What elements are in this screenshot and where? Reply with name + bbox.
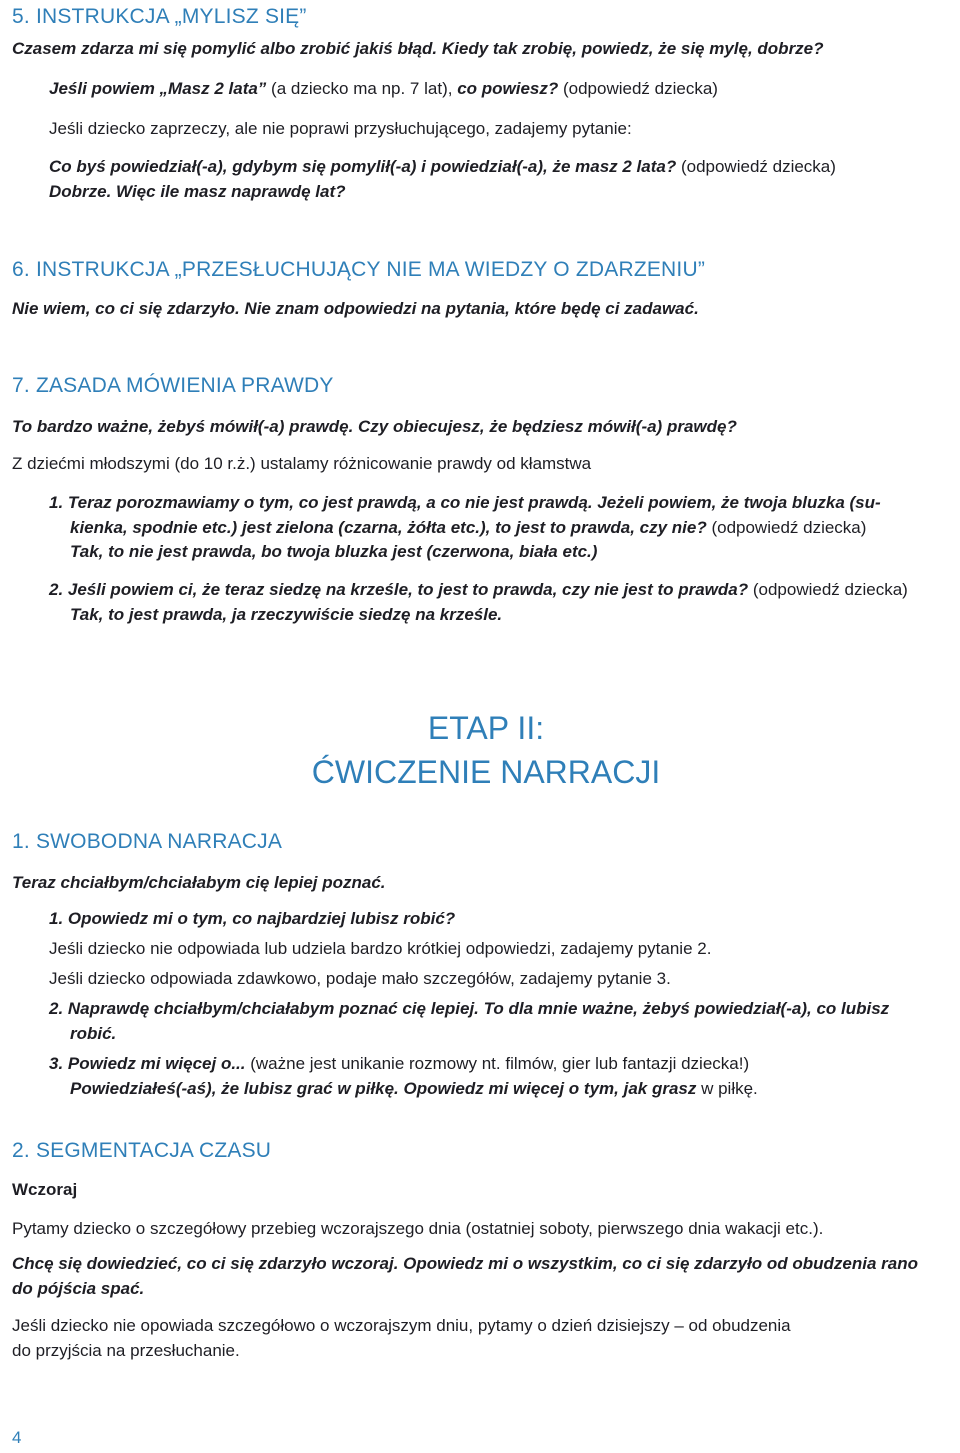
s5-l4b: (odpowiedź dziecka)	[676, 157, 836, 176]
s7-item-2-line-2: Tak, to jest prawda, ja rzeczywiście siedzę na krześle.	[70, 605, 503, 624]
s7-item-1-line-1: 1. Teraz porozmawiamy o tym, co jest prawdą, a co nie jest prawdą. Jeżeli powiem, że twoja bluzka (su-	[49, 493, 881, 512]
n1-question-1-note-1: Jeśli dziecko nie odpowiada lub udziela bardzo krótkiej odpowiedzi, zadajemy pytanie 2.	[49, 939, 712, 958]
s7-item-1-line-3: Tak, to nie jest prawda, bo twoja bluzka jest (czerwona, biała etc.)	[70, 542, 598, 561]
section-5-heading: 5. INSTRUKCJA „MYLISZ SIĘ”	[12, 5, 307, 28]
s5-line-5: Dobrze. Więc ile masz naprawdę lat?	[49, 182, 346, 201]
page-number: 4	[12, 1428, 22, 1447]
n2-line-3a: Jeśli dziecko nie opowiada szczegółowo o wczorajszym dniu, pytamy o dzień dzisiejszy – od obudzenia	[12, 1316, 791, 1335]
n1-question-3-line-1	[12, 1051, 749, 1076]
s7-i2a: 2. Jeśli powiem ci, że teraz siedzę na krześle, to jest to prawda, czy nie jest to prawda?	[49, 580, 749, 599]
n1-question-1: 1. Opowiedz mi o tym, co najbardziej lubisz robić?	[49, 909, 456, 928]
n1-q3c: Powiedziałeś(-aś), że lubisz grać w piłkę. Opowiedz mi więcej o tym, jak grasz	[70, 1079, 697, 1098]
n1-question-2-line-2: robić.	[70, 1024, 117, 1043]
s5-l4a: Co byś powiedział(-a), gdybym się pomylił(-a) i powiedział(-a), że masz 2 lata?	[49, 157, 677, 176]
n1-q3b: (ważne jest unikanie rozmowy nt. filmów, gier lub fantazji dziecka!)	[245, 1054, 750, 1073]
s5-l2c: co powiesz?	[457, 79, 559, 98]
s7-line-2: Z dziećmi młodszymi (do 10 r.ż.) ustalamy różnicowanie prawdy od kłamstwa	[12, 454, 592, 473]
s7-item-1-line-2	[12, 515, 866, 540]
n1-q3a: 3. Powiedz mi więcej o...	[49, 1054, 246, 1073]
n2-line-1: Pytamy dziecko o szczegółowy przebieg wczorajszego dnia (ostatniej soboty, pierwszego dnia wakacji etc.).	[12, 1219, 824, 1238]
s5-l2a: Jeśli powiem „Masz 2 lata”	[49, 79, 267, 98]
n1-line-1: Teraz chciałbym/chciałabym cię lepiej poznać.	[12, 873, 386, 892]
stage-title-line-1: ETAP II:	[427, 710, 545, 746]
n1-question-3-line-2	[12, 1076, 758, 1101]
s7-line-1: To bardzo ważne, żebyś mówił(-a) prawdę. Czy obiecujesz, że będziesz mówił(-a) prawdę?	[12, 417, 737, 436]
s7-i1c: (odpowiedź dziecka)	[706, 518, 867, 537]
n1-q3d: w piłkę.	[696, 1079, 758, 1098]
s7-i2b: (odpowiedź dziecka)	[748, 580, 908, 599]
stage-title-line-2: ĆWICZENIE NARRACJI	[311, 754, 661, 790]
n2-subheading: Wczoraj	[12, 1180, 78, 1199]
s5-l2d: (odpowiedź dziecka)	[558, 79, 718, 98]
n2-line-2b: do pójścia spać.	[12, 1279, 145, 1298]
narration-1-heading: 1. SWOBODNA NARRACJA	[12, 830, 283, 853]
s7-item-2-line-1	[12, 577, 908, 602]
narration-2-heading: 2. SEGMENTACJA CZASU	[12, 1139, 272, 1162]
s5-line-2	[12, 76, 718, 101]
n2-line-3b: do przyjścia na przesłuchanie.	[12, 1341, 240, 1360]
s6-line-1: Nie wiem, co ci się zdarzyło. Nie znam odpowiedzi na pytania, które będę ci zadawać.	[12, 299, 699, 318]
section-7-heading: 7. ZASADA MÓWIENIA PRAWDY	[12, 374, 334, 397]
section-6-heading: 6. INSTRUKCJA „PRZESŁUCHUJĄCY NIE MA WIEDZY O ZDARZENIU”	[12, 258, 706, 281]
n1-question-1-note-2: Jeśli dziecko odpowiada zdawkowo, podaje mało szczegółów, zadajemy pytanie 3.	[49, 969, 671, 988]
s5-l2b: (a dziecko ma np. 7 lat),	[266, 79, 458, 98]
n2-line-2a: Chcę się dowiedzieć, co ci się zdarzyło wczoraj. Opowiedz mi o wszystkim, co ci się zdarzyło od obudzenia rano	[12, 1254, 918, 1273]
s5-line-4	[12, 154, 836, 179]
s5-line-1: Czasem zdarza mi się pomylić albo zrobić jakiś błąd. Kiedy tak zrobię, powiedz, że się mylę, dobrze?	[12, 39, 824, 58]
s7-i1b: kienka, spodnie etc.) jest zielona (czarna, żółta etc.), to jest to prawda, czy nie?	[70, 518, 707, 537]
n1-question-2-line-1: 2. Naprawdę chciałbym/chciałabym poznać cię lepiej. To dla mnie ważne, żebyś powiedział(-a), co lubisz	[49, 999, 890, 1018]
s5-line-3: Jeśli dziecko zaprzeczy, ale nie poprawi przysłuchującego, zadajemy pytanie:	[49, 119, 632, 138]
